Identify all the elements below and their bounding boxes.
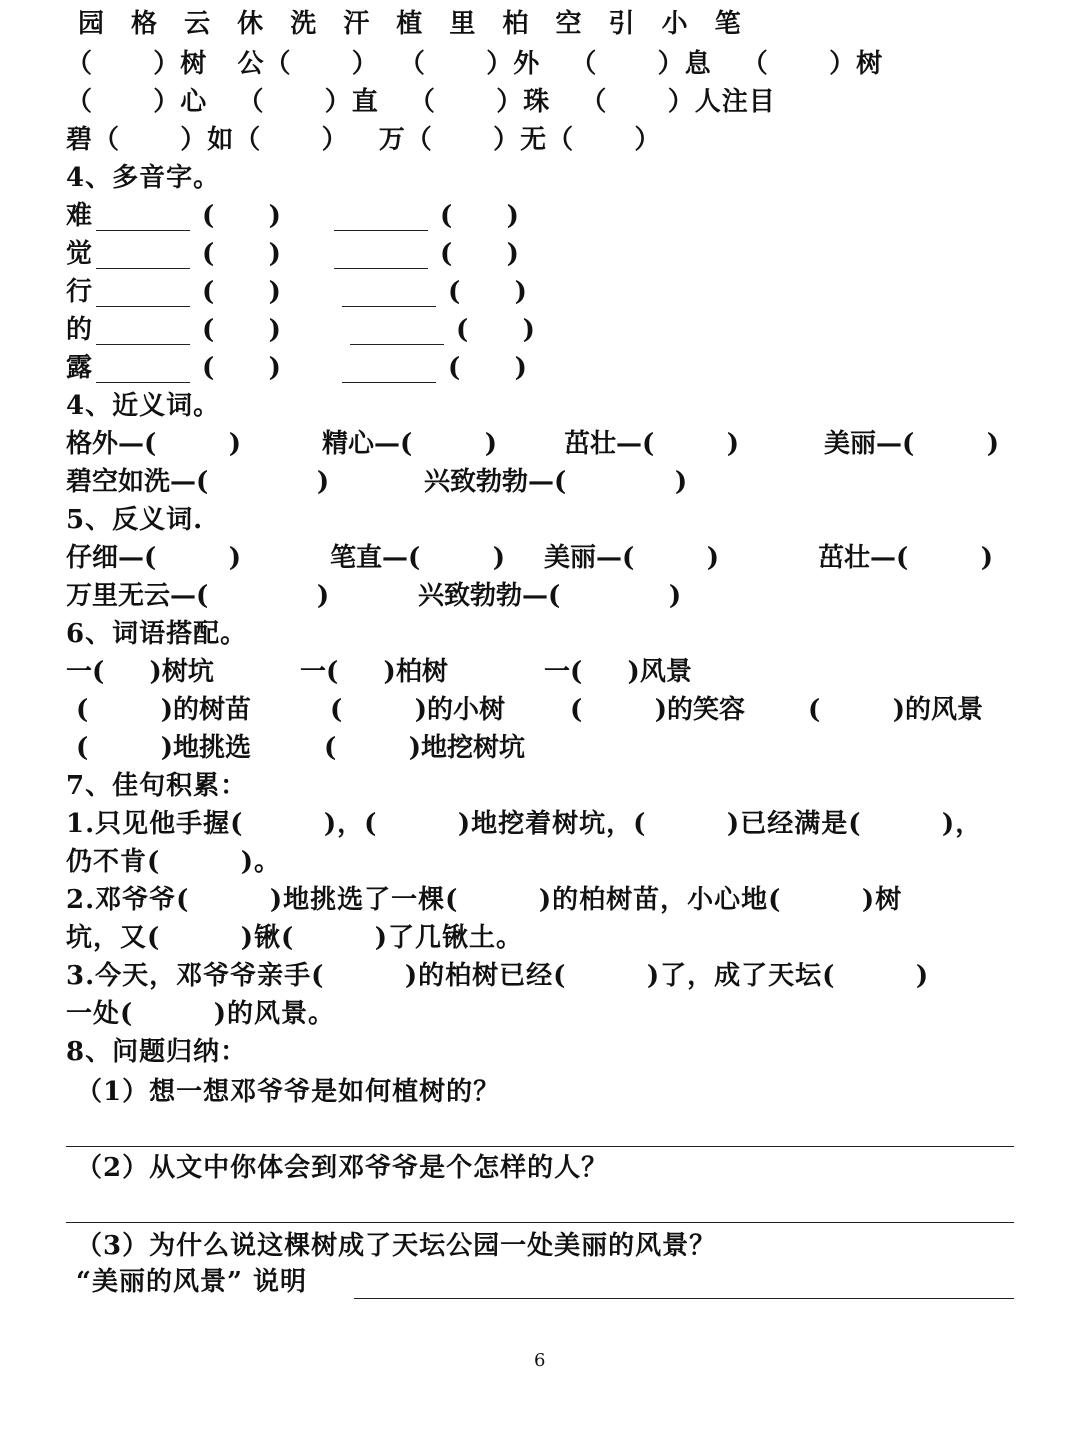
section-heading-sentences: 7、佳句积累： — [66, 771, 248, 801]
polyphone-blank[interactable] — [334, 268, 428, 269]
polyphone-paren: ( ) — [202, 315, 281, 345]
section-heading-questions: 8、问题归纳： — [66, 1037, 248, 1067]
polyphone-paren: ( ) — [202, 277, 281, 307]
matching-item: 一( )树坑 — [66, 657, 214, 687]
synonym-item: 茁壮—( ) — [564, 429, 740, 459]
fill-row-3: 碧（ ）如（ ） 万（ ）无（ ） — [66, 125, 662, 155]
polyphone-paren: ( ) — [202, 201, 281, 231]
section-heading-matching: 6、词语搭配。 — [66, 619, 248, 649]
polyphone-blank[interactable] — [342, 306, 436, 307]
fill-row-2: （ ）心 （ ）直 （ ）珠 （ ）人注目 — [66, 87, 776, 117]
polyphone-char: 难 — [66, 201, 93, 231]
synonym-item: 美丽—( ) — [824, 429, 1000, 459]
matching-item: ( )的小树 — [330, 695, 506, 725]
matching-item: ( )地挑选 — [76, 733, 252, 763]
polyphone-blank[interactable] — [350, 344, 444, 345]
sentence-line: 坑，又( )锹( )了几锹土。 — [66, 923, 524, 953]
antonym-item: 兴致勃勃—( ) — [418, 581, 682, 611]
polyphone-blank[interactable] — [96, 230, 190, 231]
polyphone-paren: ( ) — [440, 201, 519, 231]
section-heading-synonyms: 4、近义词。 — [66, 391, 221, 421]
polyphone-blank[interactable] — [96, 268, 190, 269]
question-3: （3）为什么说这棵树成了天坛公园一处美丽的风景？ — [76, 1231, 717, 1261]
page-number: 6 — [534, 1350, 546, 1371]
matching-item: ( )的笑容 — [570, 695, 746, 725]
antonym-item: 美丽—( ) — [544, 543, 720, 573]
matching-item: ( )的树苗 — [76, 695, 252, 725]
polyphone-blank[interactable] — [334, 230, 428, 231]
antonym-item: 茁壮—( ) — [818, 543, 994, 573]
antonym-item: 万里无云—( ) — [66, 581, 330, 611]
question-2: （2）从文中你体会到邓爷爷是个怎样的人？ — [76, 1153, 609, 1183]
synonym-item: 碧空如洗—( ) — [66, 467, 330, 497]
matching-item: ( )地挖树坑 — [324, 733, 526, 763]
matching-item: 一( )柏树 — [300, 657, 448, 687]
polyphone-char: 露 — [66, 353, 93, 383]
polyphone-blank[interactable] — [96, 382, 190, 383]
polyphone-paren: ( ) — [448, 353, 527, 383]
question-1: （1）想一想邓爷爷是如何植树的？ — [76, 1077, 501, 1107]
sentence-line: 仍不肯( )。 — [66, 847, 282, 877]
polyphone-paren: ( ) — [456, 315, 535, 345]
polyphone-char: 觉 — [66, 239, 93, 269]
sentence-line: 3.今天，邓爷爷亲手( )的柏树已经( )了，成了天坛( ) — [66, 961, 930, 991]
fill-row-1: （ ）树 公（ ） （ ）外 （ ）息 （ ）树 — [66, 49, 884, 79]
section-heading-polyphone: 4、多音字。 — [66, 163, 221, 193]
matching-item: ( )的风景 — [808, 695, 984, 725]
synonym-item: 兴致勃勃—( ) — [424, 467, 688, 497]
sentence-line: 2.邓爷爷( )地挑选了一棵( )的柏树苗，小心地( )树 — [66, 885, 903, 915]
matching-item: 一( )风景 — [544, 657, 692, 687]
polyphone-paren: ( ) — [440, 239, 519, 269]
polyphone-blank[interactable] — [342, 382, 436, 383]
polyphone-paren: ( ) — [448, 277, 527, 307]
polyphone-blank[interactable] — [96, 306, 190, 307]
question-3-prompt: “美丽的风景” 说明 — [76, 1267, 307, 1297]
synonym-item: 格外—( ) — [66, 429, 242, 459]
polyphone-char: 行 — [66, 277, 93, 307]
polyphone-paren: ( ) — [202, 353, 281, 383]
polyphone-paren: ( ) — [202, 239, 281, 269]
sentence-line: 1.只见他手握( )，( )地挖着树坑，( )已经满是( )， — [66, 809, 983, 839]
polyphone-char: 的 — [66, 315, 93, 345]
polyphone-blank[interactable] — [96, 344, 190, 345]
answer-line-3[interactable] — [354, 1298, 1014, 1299]
synonym-item: 精心—( ) — [322, 429, 498, 459]
sentence-line: 一处( )的风景。 — [66, 999, 336, 1029]
section-heading-antonyms: 5、反义词. — [66, 505, 204, 535]
answer-line-2[interactable] — [66, 1222, 1014, 1223]
word-bank: 园 格 云 休 洗 汗 植 里 柏 空 引 小 笔 — [78, 9, 750, 39]
answer-line-1[interactable] — [66, 1146, 1014, 1147]
antonym-item: 笔直—( ) — [330, 543, 506, 573]
antonym-item: 仔细—( ) — [66, 543, 242, 573]
